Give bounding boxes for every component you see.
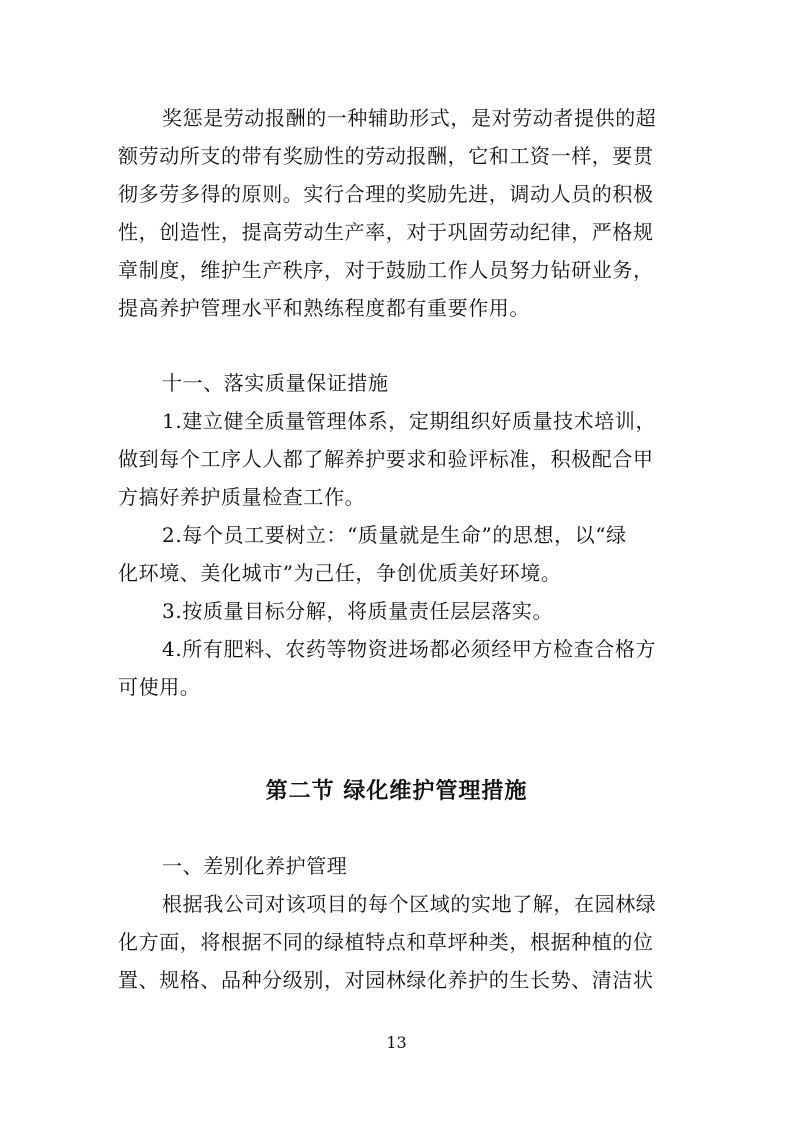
paragraph-line: 提高养护管理水平和熟练程度都有重要作用。 xyxy=(118,296,530,320)
list-item-line: 4.所有肥料、农药等物资进场都必须经甲方检查合格方 xyxy=(162,637,657,661)
paragraph-line: 化方面，将根据不同的绿植特点和草坪种类，根据种植的位 xyxy=(118,930,654,954)
list-item-line: 做到每个工序人人都了解养护要求和验评标准，积极配合甲 xyxy=(118,447,654,471)
paragraph-line: 奖惩是劳动报酬的一种辅助形式，是对劳动者提供的超 xyxy=(162,106,657,130)
list-item-line: 方搞好养护质量检查工作。 xyxy=(118,485,366,509)
paragraph-line: 根据我公司对该项目的每个区域的实地了解，在园林绿 xyxy=(162,892,657,916)
list-item-line: 2.每个员工要树立：“质量就是生命”的思想，以“绿 xyxy=(162,523,627,547)
list-item-line: 可使用。 xyxy=(118,675,201,699)
paragraph-line: 置、规格、品种分级别，对园林绿化养护的生长势、清洁状 xyxy=(118,968,654,992)
paragraph-line: 性，创造性，提高劳动生产率，对于巩固劳动纪律，严格规 xyxy=(118,220,654,244)
section-heading: 第二节 绿化维护管理措施 xyxy=(265,779,528,804)
subsection-title: 一、差别化养护管理 xyxy=(162,854,348,878)
list-item-line: 3.按质量目标分解，将质量责任层层落实。 xyxy=(162,599,554,623)
page-number: 13 xyxy=(386,1033,407,1052)
paragraph-line: 彻多劳多得的原则。实行合理的奖励先进，调动人员的积极 xyxy=(118,182,654,206)
section-title: 十一、落实质量保证措施 xyxy=(162,371,389,395)
list-item-line: 化环境、美化城市”为己任，争创优质美好环境。 xyxy=(118,561,562,585)
paragraph-line: 额劳动所支的带有奖励性的劳动报酬，它和工资一样，要贯 xyxy=(118,144,654,168)
paragraph-line: 章制度，维护生产秩序，对于鼓励工作人员努力钻研业务， xyxy=(118,258,654,282)
list-item-line: 1.建立健全质量管理体系，定期组织好质量技术培训， xyxy=(162,409,657,433)
